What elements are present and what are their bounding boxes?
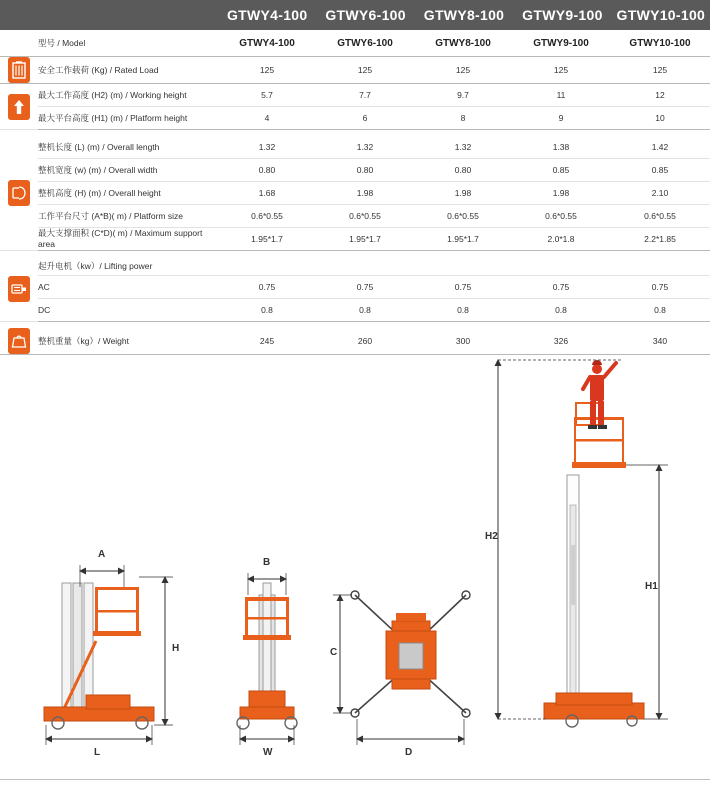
motor-icon <box>0 257 38 322</box>
header-model-4: GTWY9-100 <box>522 7 603 23</box>
cell-value: 0.6*0.55 <box>316 205 414 228</box>
cell-value: GTWY6-100 <box>316 30 414 57</box>
cell-value: 125 <box>610 57 710 84</box>
dim-label-b: B <box>263 557 271 568</box>
drawing-extended-machine <box>498 360 668 727</box>
header-label-spacer <box>38 0 218 30</box>
cell-value: 5.7 <box>218 84 316 107</box>
row-label: 安全工作载荷 (Kg) / Rated Load <box>38 57 218 84</box>
cell-value: 0.8 <box>218 299 316 322</box>
cell-value <box>512 257 610 276</box>
cell-value: GTWY10-100 <box>610 30 710 57</box>
cell-value: 0.75 <box>610 276 710 299</box>
cell-value: 2.0*1.8 <box>512 228 610 251</box>
header-model-3: GTWY8-100 <box>423 7 505 23</box>
dimensions-icon <box>0 136 38 251</box>
table-row-lifting-power-head <box>0 257 710 276</box>
table-row-overall-height <box>0 182 710 205</box>
icon-cell-empty <box>0 30 38 57</box>
cell-value: 6 <box>316 107 414 130</box>
table-row-support-area <box>0 228 710 251</box>
cell-value: 4 <box>218 107 316 130</box>
table-row-dc-power <box>0 299 710 322</box>
dim-label-w: W <box>263 747 273 758</box>
cell-value: 0.75 <box>512 276 610 299</box>
table-row-overall-length <box>0 136 710 159</box>
cell-value: 1.95*1.7 <box>316 228 414 251</box>
drawing-side-view <box>44 565 173 745</box>
row-label: 最大支撑面积 (C*D)( m) / Maximum support area <box>38 228 218 251</box>
cell-value: 0.75 <box>218 276 316 299</box>
header-model-1: GTWY4-100 <box>226 7 308 23</box>
cell-value: 326 <box>512 328 610 355</box>
cell-value: 7.7 <box>316 84 414 107</box>
cell-value: 1.32 <box>316 136 414 159</box>
cell-value <box>218 257 316 276</box>
cell-value: 125 <box>316 57 414 84</box>
row-label: DC <box>38 299 218 322</box>
row-label: 整机长度 (L) (m) / Overall length <box>38 136 218 159</box>
cell-value: 9 <box>512 107 610 130</box>
cell-value <box>610 257 710 276</box>
motor-icon-badge <box>8 276 30 302</box>
battery-icon <box>0 57 38 84</box>
cell-value <box>414 257 512 276</box>
cell-value: GTWY9-100 <box>512 30 610 57</box>
up-arrow-icon <box>0 84 38 130</box>
table-row-platform-size <box>0 205 710 228</box>
table-row-working-height <box>0 84 710 107</box>
dim-label-a: A <box>98 549 106 560</box>
cell-value: 1.98 <box>512 182 610 205</box>
bottom-divider <box>0 779 710 780</box>
drawings-svg <box>0 355 710 765</box>
cell-value: 2.2*1.85 <box>610 228 710 251</box>
specification-table <box>0 30 710 355</box>
cell-value: 1.95*1.7 <box>414 228 512 251</box>
drawing-top-view <box>333 591 470 745</box>
cell-value: GTWY4-100 <box>218 30 316 57</box>
cell-value: 0.8 <box>316 299 414 322</box>
battery-icon-badge <box>8 57 30 83</box>
technical-drawings <box>0 355 710 765</box>
cell-value: 0.80 <box>316 159 414 182</box>
cell-value: 0.8 <box>512 299 610 322</box>
row-label: 整机重量（kg）/ Weight <box>38 328 218 355</box>
dim-label-d: D <box>405 747 413 758</box>
cell-value: 1.95*1.7 <box>218 228 316 251</box>
table-row-platform-height <box>0 107 710 130</box>
cell-value: 11 <box>512 84 610 107</box>
cell-value: 2.10 <box>610 182 710 205</box>
cell-value: 0.85 <box>610 159 710 182</box>
cell-value: 0.75 <box>316 276 414 299</box>
dim-label-c: C <box>330 647 338 658</box>
cell-value: 9.7 <box>414 84 512 107</box>
row-label: 型号 / Model <box>38 30 218 57</box>
cell-value: 340 <box>610 328 710 355</box>
table-row-weight <box>0 328 710 355</box>
cell-value: 245 <box>218 328 316 355</box>
dimensions-icon-badge <box>8 180 30 206</box>
dim-label-h: H <box>172 643 180 654</box>
dim-label-l: L <box>94 747 101 758</box>
cell-value: 300 <box>414 328 512 355</box>
cell-value: 0.80 <box>414 159 512 182</box>
model-header-bar <box>0 0 710 30</box>
cell-value: 10 <box>610 107 710 130</box>
cell-value: 0.8 <box>414 299 512 322</box>
row-label: 起升电机（kw）/ Lifting power <box>38 257 218 276</box>
table-row-ac-power <box>0 276 710 299</box>
row-label: AC <box>38 276 218 299</box>
row-label: 最大工作高度 (H2) (m) / Working height <box>38 84 218 107</box>
cell-value: 125 <box>218 57 316 84</box>
up-arrow-icon-badge <box>8 94 30 120</box>
weight-icon <box>0 328 38 355</box>
row-label: 整机宽度 (w) (m) / Overall width <box>38 159 218 182</box>
cell-value <box>316 257 414 276</box>
cell-value: 260 <box>316 328 414 355</box>
cell-value: 0.6*0.55 <box>414 205 512 228</box>
row-label: 工作平台尺寸 (A*B)( m) / Platform size <box>38 205 218 228</box>
row-label: 整机高度 (H) (m) / Overall height <box>38 182 218 205</box>
row-label: 最大平台高度 (H1) (m) / Platform height <box>38 107 218 130</box>
cell-value: 1.98 <box>316 182 414 205</box>
cell-value: 0.6*0.55 <box>610 205 710 228</box>
dim-label-h1: H1 <box>645 581 658 592</box>
header-model-5: GTWY10-100 <box>616 7 706 23</box>
cell-value: 1.38 <box>512 136 610 159</box>
cell-value: 0.6*0.55 <box>218 205 316 228</box>
table-row-overall-width <box>0 159 710 182</box>
header-icon-spacer <box>0 0 38 30</box>
cell-value: 1.68 <box>218 182 316 205</box>
cell-value: 1.32 <box>218 136 316 159</box>
cell-value: 0.8 <box>610 299 710 322</box>
cell-value: 0.6*0.55 <box>512 205 610 228</box>
cell-value: GTWY8-100 <box>414 30 512 57</box>
drawing-front-view <box>237 573 297 745</box>
weight-icon-badge <box>8 328 30 354</box>
table-row-model <box>0 30 710 57</box>
cell-value: 1.42 <box>610 136 710 159</box>
cell-value: 125 <box>414 57 512 84</box>
header-model-2: GTWY6-100 <box>325 7 406 23</box>
cell-value: 8 <box>414 107 512 130</box>
cell-value: 1.98 <box>414 182 512 205</box>
dim-label-h2: H2 <box>485 531 498 542</box>
cell-value: 0.85 <box>512 159 610 182</box>
cell-value: 12 <box>610 84 710 107</box>
cell-value: 1.32 <box>414 136 512 159</box>
cell-value: 0.80 <box>218 159 316 182</box>
cell-value: 0.75 <box>414 276 512 299</box>
cell-value: 125 <box>512 57 610 84</box>
table-row-rated-load <box>0 57 710 84</box>
